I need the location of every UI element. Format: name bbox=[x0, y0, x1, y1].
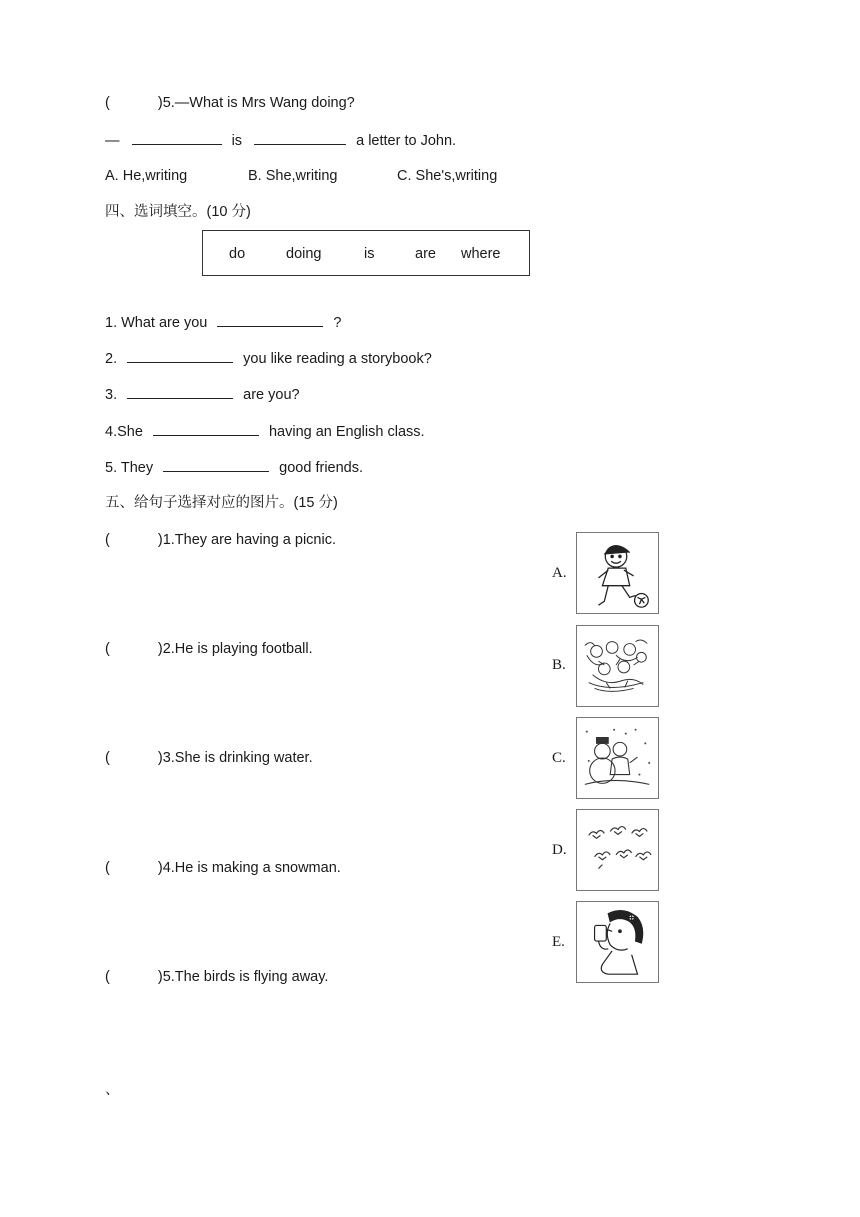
section-5-heading: 五、给句子选择对应的图片。(15 分) bbox=[105, 495, 338, 511]
fill-item-1 bbox=[105, 312, 342, 333]
fill-blank-5[interactable] bbox=[163, 457, 269, 472]
answer-paren-open: ( bbox=[105, 969, 110, 985]
match-item-text: 3.She is drinking water. bbox=[162, 750, 313, 766]
word-bank-box bbox=[202, 230, 530, 276]
answer-paren-close: ) bbox=[157, 750, 163, 766]
picture-label-d: D. bbox=[552, 842, 567, 858]
fill-blank-1[interactable] bbox=[217, 312, 323, 327]
fill-item-2 bbox=[105, 348, 432, 369]
answer-paren-open: ( bbox=[105, 750, 110, 766]
fill-item-pre: 2. bbox=[105, 351, 118, 367]
answer-mid-text: is bbox=[231, 133, 243, 149]
fill-item-post: having an English class. bbox=[268, 424, 425, 440]
answer-paren-close: ) bbox=[157, 532, 163, 548]
word-bank-item: is bbox=[364, 246, 375, 262]
picture-label-e: E. bbox=[552, 934, 565, 950]
match-item-text: 2.He is playing football. bbox=[162, 641, 313, 657]
match-item-text: 1.They are having a picnic. bbox=[162, 532, 336, 548]
fill-blank-3[interactable] bbox=[127, 384, 233, 399]
option-c: C. She's,writing bbox=[397, 168, 498, 184]
fill-item-post: good friends. bbox=[279, 460, 364, 476]
match-item-1 bbox=[105, 530, 336, 550]
picture-label-a: A. bbox=[552, 565, 567, 581]
picture-b-frame bbox=[576, 625, 659, 707]
answer-paren-close: ) bbox=[157, 641, 163, 657]
picture-a-frame bbox=[576, 532, 659, 614]
picture-d-frame bbox=[576, 809, 659, 891]
fill-item-post: are you? bbox=[243, 387, 300, 403]
question-text: 5.—What is Mrs Wang doing? bbox=[162, 95, 355, 111]
answer-blank-1[interactable] bbox=[132, 130, 222, 145]
match-item-5 bbox=[105, 967, 328, 987]
answer-paren-open: ( bbox=[105, 641, 110, 657]
fill-item-pre: 1. What are you bbox=[105, 315, 208, 331]
option-a: A. He,writing bbox=[105, 168, 188, 184]
word-bank-item: do bbox=[229, 246, 246, 262]
fill-item-5 bbox=[105, 457, 363, 478]
answer-dash: — bbox=[105, 133, 120, 149]
girl-drinking-icon bbox=[577, 902, 658, 982]
answer-paren-close: ) bbox=[157, 95, 163, 111]
answer-paren-open: ( bbox=[105, 532, 110, 548]
boy-playing-football-icon bbox=[577, 533, 658, 613]
question-5-answer-line bbox=[105, 130, 456, 151]
picture-label-b: B. bbox=[552, 657, 566, 673]
fill-item-post: ? bbox=[333, 315, 342, 331]
picture-c-frame bbox=[576, 717, 659, 799]
match-item-4 bbox=[105, 858, 341, 878]
match-item-2 bbox=[105, 639, 313, 659]
fill-item-pre: 5. They bbox=[105, 460, 154, 476]
picture-label-c: C. bbox=[552, 750, 566, 766]
fill-item-pre: 4.She bbox=[105, 424, 143, 440]
section-4-heading: 四、选词填空。(10 分) bbox=[105, 204, 251, 220]
picnic-crowd-icon bbox=[577, 626, 658, 706]
flying-birds-icon bbox=[577, 810, 658, 890]
question-5 bbox=[105, 93, 355, 113]
answer-paren-open: ( bbox=[105, 860, 110, 876]
fill-item-4 bbox=[105, 421, 425, 442]
answer-paren-close: ) bbox=[157, 860, 163, 876]
fill-blank-2[interactable] bbox=[127, 348, 233, 363]
match-item-3 bbox=[105, 748, 313, 768]
word-bank-item: are bbox=[415, 246, 436, 262]
picture-e-frame bbox=[576, 901, 659, 983]
answer-blank-2[interactable] bbox=[254, 130, 346, 145]
fill-item-pre: 3. bbox=[105, 387, 118, 403]
answer-paren-open: ( bbox=[105, 95, 110, 111]
fill-item-3 bbox=[105, 384, 300, 405]
footer-mark: 、 bbox=[105, 1082, 120, 1098]
snowman-icon bbox=[577, 718, 658, 798]
option-b: B. She,writing bbox=[248, 168, 338, 184]
fill-item-post: you like reading a storybook? bbox=[243, 351, 432, 367]
word-bank-item: where bbox=[461, 246, 501, 262]
word-bank-item: doing bbox=[286, 246, 322, 262]
answer-end-text: a letter to John. bbox=[356, 133, 457, 149]
match-item-text: 4.He is making a snowman. bbox=[162, 860, 341, 876]
fill-blank-4[interactable] bbox=[153, 421, 259, 436]
answer-paren-close: ) bbox=[157, 969, 163, 985]
match-item-text: 5.The birds is flying away. bbox=[162, 969, 329, 985]
